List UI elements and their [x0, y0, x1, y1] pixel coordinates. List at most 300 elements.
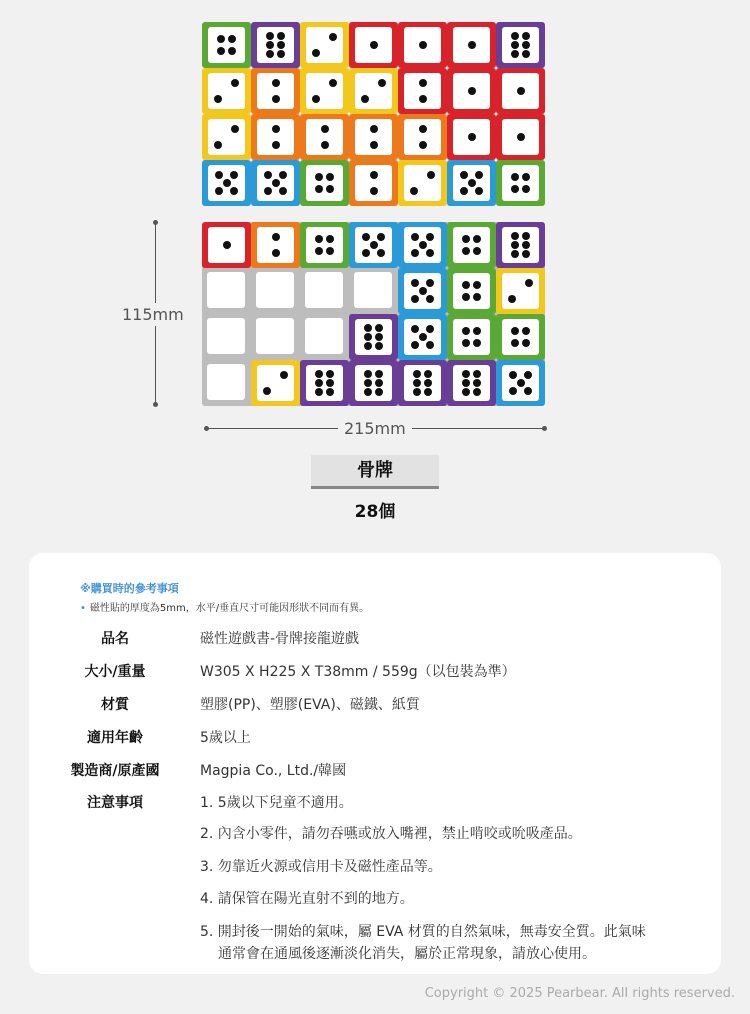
caution-item-4: 4. 請保管在陽光直射不到的地方。: [200, 891, 414, 907]
tile-face: [404, 119, 441, 155]
domino-tile: [300, 222, 349, 268]
pip-dot: [426, 295, 434, 303]
domino-tile: [398, 22, 447, 68]
empty-slot: [349, 268, 398, 314]
pip-dot: [462, 339, 470, 347]
pip-dot: [413, 379, 421, 387]
height-dimension-label: 115mm: [122, 305, 184, 324]
pip-dot: [230, 187, 238, 195]
pip-dot: [473, 235, 481, 243]
pip-dot: [522, 241, 530, 249]
tile-face: [404, 227, 441, 263]
tile-face: [453, 27, 490, 63]
pip-dot: [522, 185, 530, 193]
domino-tile: [202, 160, 251, 206]
domino-tile: [300, 68, 349, 114]
domino-tile: [496, 22, 545, 68]
pip-dot: [511, 241, 519, 249]
pip-dot: [468, 133, 476, 141]
tile-face: [257, 365, 294, 401]
tile-face: [207, 364, 245, 400]
spec-value-maker: Magpia Co., Ltd./韓國: [200, 763, 347, 779]
domino-tile: [496, 68, 545, 114]
pip-dot: [272, 179, 280, 187]
domino-tile: [496, 268, 545, 314]
domino-tile: [251, 114, 300, 160]
domino-tile: [349, 314, 398, 360]
pip-dot: [473, 281, 481, 289]
domino-tile: [447, 114, 496, 160]
pip-dot: [312, 49, 320, 57]
tile-face: [354, 272, 392, 308]
tile-face: [404, 319, 441, 355]
tile-face: [306, 165, 343, 201]
domino-tile: [447, 22, 496, 68]
domino-tile: [398, 314, 447, 360]
tile-face: [502, 227, 539, 263]
spec-label-maker: 製造商/原產國: [70, 763, 160, 779]
tile-face: [208, 227, 245, 263]
pip-dot: [370, 125, 378, 133]
pip-dot: [411, 233, 419, 241]
pip-dot: [460, 171, 468, 179]
pip-dot: [315, 379, 323, 387]
pip-dot: [272, 125, 280, 133]
pip-dot: [473, 327, 481, 335]
pip-dot: [522, 232, 530, 240]
pip-dot: [364, 379, 372, 387]
tile-face: [453, 227, 490, 263]
domino-tile: [349, 68, 398, 114]
pip-dot: [462, 379, 470, 387]
spec-label-name: 品名: [101, 631, 129, 647]
pip-dot: [272, 79, 280, 87]
pip-dot: [411, 279, 419, 287]
tile-face: [305, 272, 343, 308]
pip-dot: [522, 41, 530, 49]
pip-dot: [413, 370, 421, 378]
pip-dot: [377, 249, 385, 257]
pip-dot: [522, 32, 530, 40]
tile-face: [305, 318, 343, 354]
pip-dot: [419, 79, 427, 87]
domino-tile: [447, 360, 496, 406]
empty-slot: [202, 314, 251, 360]
pip-dot: [264, 171, 272, 179]
pip-dot: [312, 95, 320, 103]
domino-tile: [300, 22, 349, 68]
pip-dot: [215, 171, 223, 179]
domino-tile: [398, 160, 447, 206]
pip-dot: [266, 32, 274, 40]
domino-tile: [202, 222, 251, 268]
tile-face: [207, 318, 245, 354]
tile-face: [453, 73, 490, 109]
pip-dot: [228, 35, 236, 43]
pip-dot: [475, 171, 483, 179]
pip-dot: [462, 370, 470, 378]
pip-dot: [375, 333, 383, 341]
pip-dot: [370, 141, 378, 149]
pip-dot: [419, 95, 427, 103]
pip-dot: [473, 339, 481, 347]
pip-dot: [326, 370, 334, 378]
pip-dot: [419, 333, 427, 341]
pip-dot: [315, 247, 323, 255]
pip-dot: [326, 235, 334, 243]
pip-dot: [228, 47, 236, 55]
caution-item-1: 1. 5歲以下兒童不適用。: [200, 795, 353, 811]
pip-dot: [370, 41, 378, 49]
pip-dot: [279, 171, 287, 179]
pip-dot: [511, 32, 519, 40]
domino-tile: [251, 360, 300, 406]
tile-face: [208, 73, 245, 109]
pip-dot: [426, 279, 434, 287]
pip-dot: [413, 388, 421, 396]
pip-dot: [419, 125, 427, 133]
domino-tile: [496, 114, 545, 160]
tile-face: [257, 73, 294, 109]
pip-dot: [426, 325, 434, 333]
pip-dot: [511, 185, 519, 193]
pip-dot: [524, 387, 532, 395]
empty-slot: [300, 268, 349, 314]
pip-dot: [462, 327, 470, 335]
pip-dot: [462, 235, 470, 243]
pip-dot: [522, 327, 530, 335]
pip-dot: [223, 179, 231, 187]
pip-dot: [217, 35, 225, 43]
caution-item-2: 2. 內含小零件，請勿吞嚥或放入嘴裡，禁止啃咬或吮吸產品。: [200, 826, 582, 842]
tile-face: [502, 73, 539, 109]
spec-label-cautions: 注意事項: [87, 795, 143, 811]
pip-dot: [217, 47, 225, 55]
pip-dot: [272, 249, 280, 257]
pip-dot: [473, 247, 481, 255]
empty-slot: [202, 360, 251, 406]
pip-dot: [462, 247, 470, 255]
tile-face: [208, 27, 245, 63]
empty-slot: [202, 268, 251, 314]
pip-dot: [468, 41, 476, 49]
pip-dot: [272, 233, 280, 241]
domino-tile: [496, 314, 545, 360]
pip-dot: [329, 33, 337, 41]
pip-dot: [315, 388, 323, 396]
pip-dot: [326, 379, 334, 387]
tile-face: [306, 73, 343, 109]
tile-face: [404, 27, 441, 63]
domino-tile: [447, 160, 496, 206]
pip-dot: [362, 249, 370, 257]
pip-dot: [223, 241, 231, 249]
spec-value-size: W305 X H225 X T38mm / 559g（以包裝為準）: [200, 664, 516, 680]
pip-dot: [509, 371, 517, 379]
pip-dot: [419, 141, 427, 149]
pip-dot: [263, 387, 271, 395]
domino-tile: [496, 160, 545, 206]
pip-dot: [326, 247, 334, 255]
pip-dot: [370, 187, 378, 195]
pip-dot: [364, 342, 372, 350]
domino-tile: [202, 68, 251, 114]
pip-dot: [410, 187, 418, 195]
domino-tile: [202, 22, 251, 68]
pip-dot: [462, 281, 470, 289]
caution-item-3: 3. 勿靠近火源或信用卡及磁性產品等。: [200, 859, 442, 875]
tile-face: [257, 227, 294, 263]
domino-tile: [398, 114, 447, 160]
pip-dot: [329, 79, 337, 87]
tile-face: [404, 73, 441, 109]
domino-tile: [349, 360, 398, 406]
tile-face: [306, 119, 343, 155]
tile-face: [502, 27, 539, 63]
pip-dot: [411, 341, 419, 349]
pip-dot: [277, 41, 285, 49]
pip-dot: [411, 325, 419, 333]
domino-tile: [447, 68, 496, 114]
pip-dot: [370, 241, 378, 249]
pip-dot: [231, 125, 239, 133]
pip-dot: [321, 125, 329, 133]
domino-tile: [398, 222, 447, 268]
spec-value-age: 5歲以上: [200, 730, 251, 746]
pip-dot: [215, 187, 223, 195]
pip-dot: [321, 141, 329, 149]
domino-tile: [300, 160, 349, 206]
pip-dot: [266, 41, 274, 49]
tile-face: [502, 273, 539, 309]
pip-dot: [426, 249, 434, 257]
domino-tile: [447, 314, 496, 360]
pip-dot: [214, 95, 222, 103]
domino-tile: [447, 268, 496, 314]
pip-dot: [277, 50, 285, 58]
pip-dot: [411, 249, 419, 257]
tile-face: [355, 365, 392, 401]
tile-face: [355, 27, 392, 63]
tile-face: [404, 273, 441, 309]
tile-face: [208, 119, 245, 155]
domino-tile: [496, 360, 545, 406]
domino-tile: [349, 22, 398, 68]
empty-slot: [251, 314, 300, 360]
domino-tile: [251, 68, 300, 114]
pip-dot: [522, 50, 530, 58]
pip-dot: [361, 95, 369, 103]
tile-face: [207, 272, 245, 308]
pip-dot: [326, 185, 334, 193]
domino-tile: [398, 360, 447, 406]
domino-tray-filled: [202, 22, 545, 206]
tile-face: [257, 119, 294, 155]
pip-dot: [326, 173, 334, 181]
domino-tile: [496, 222, 545, 268]
pip-dot: [473, 370, 481, 378]
pip-dot: [375, 370, 383, 378]
pip-dot: [315, 185, 323, 193]
domino-tile: [300, 360, 349, 406]
pip-dot: [375, 379, 383, 387]
tile-face: [306, 365, 343, 401]
caution-item-5: 5. 開封後一開始的氣味，屬 EVA 材質的自然氣味，無毒安全質。此氣味: [200, 924, 646, 940]
pip-dot: [511, 232, 519, 240]
tile-face: [453, 365, 490, 401]
pip-dot: [460, 187, 468, 195]
tile-face: [404, 165, 441, 201]
pip-dot: [522, 173, 530, 181]
pip-dot: [326, 388, 334, 396]
pip-dot: [272, 141, 280, 149]
spec-value-material: 塑膠(PP)、塑膠(EVA)、磁鐵、紙質: [200, 697, 420, 713]
pip-dot: [419, 241, 427, 249]
domino-tile: [251, 22, 300, 68]
pip-dot: [362, 233, 370, 241]
tile-face: [502, 365, 539, 401]
pip-dot: [272, 95, 280, 103]
tile-face: [502, 119, 539, 155]
domino-tile: [349, 114, 398, 160]
pip-dot: [511, 173, 519, 181]
pip-dot: [426, 233, 434, 241]
pip-dot: [462, 388, 470, 396]
bullet-icon: •: [80, 603, 86, 614]
spec-label-material: 材質: [101, 697, 129, 713]
pip-dot: [424, 379, 432, 387]
pip-dot: [370, 171, 378, 179]
spec-label-size: 大小/重量: [84, 664, 146, 680]
caution-item-5-cont: 通常會在通風後逐漸淡化消失，屬於正常現象，請放心使用。: [218, 946, 596, 962]
pip-dot: [264, 187, 272, 195]
pip-dot: [377, 233, 385, 241]
notice-line: [80, 599, 369, 614]
product-name: 骨牌: [311, 455, 439, 489]
pip-dot: [277, 32, 285, 40]
pip-dot: [511, 50, 519, 58]
spec-value-name: 磁性遊戲書-骨牌接龍遊戲: [200, 631, 360, 647]
width-dimension-label: 215mm: [338, 419, 412, 438]
pip-dot: [375, 342, 383, 350]
pip-dot: [375, 388, 383, 396]
tile-face: [453, 273, 490, 309]
pip-dot: [231, 79, 239, 87]
pip-dot: [517, 133, 525, 141]
notice-title: ※購買時的參考事項: [80, 582, 179, 595]
spec-label-age: 適用年齡: [87, 730, 143, 746]
tile-face: [355, 73, 392, 109]
pip-dot: [468, 179, 476, 187]
domino-tile: [251, 222, 300, 268]
pip-dot: [525, 279, 533, 287]
pip-dot: [230, 171, 238, 179]
domino-tile: [398, 68, 447, 114]
pip-dot: [511, 41, 519, 49]
empty-slot: [251, 268, 300, 314]
pip-dot: [473, 388, 481, 396]
pip-dot: [280, 371, 288, 379]
tile-face: [355, 227, 392, 263]
pip-dot: [424, 388, 432, 396]
pip-dot: [511, 339, 519, 347]
pip-dot: [411, 295, 419, 303]
pip-dot: [315, 370, 323, 378]
pip-dot: [364, 388, 372, 396]
tile-face: [257, 165, 294, 201]
copyright: Copyright © 2025 Pearbear. All rights reserved.: [424, 986, 735, 1001]
pip-dot: [462, 293, 470, 301]
pip-dot: [468, 87, 476, 95]
pip-dot: [315, 173, 323, 181]
tile-face: [257, 27, 294, 63]
pip-dot: [509, 387, 517, 395]
tile-face: [208, 165, 245, 201]
tile-face: [306, 27, 343, 63]
domino-tile: [398, 268, 447, 314]
domino-tile: [349, 160, 398, 206]
pip-dot: [473, 293, 481, 301]
pip-dot: [517, 379, 525, 387]
pip-dot: [279, 187, 287, 195]
pip-dot: [522, 339, 530, 347]
domino-tile: [349, 222, 398, 268]
tile-face: [355, 319, 392, 355]
pip-dot: [266, 50, 274, 58]
pip-dot: [524, 371, 532, 379]
pip-dot: [364, 333, 372, 341]
tile-face: [404, 365, 441, 401]
domino-tray-partial: [202, 222, 545, 406]
tile-face: [453, 319, 490, 355]
tile-face: [453, 119, 490, 155]
tile-face: [256, 272, 294, 308]
pip-dot: [424, 370, 432, 378]
pip-dot: [419, 287, 427, 295]
pip-dot: [375, 324, 383, 332]
pip-dot: [522, 250, 530, 258]
tile-face: [355, 165, 392, 201]
pip-dot: [214, 141, 222, 149]
tile-face: [453, 165, 490, 201]
pip-dot: [517, 87, 525, 95]
tile-face: [306, 227, 343, 263]
pip-dot: [378, 79, 386, 87]
pip-dot: [473, 379, 481, 387]
domino-tile: [447, 222, 496, 268]
domino-tile: [202, 114, 251, 160]
domino-tile: [300, 114, 349, 160]
empty-slot: [300, 314, 349, 360]
pip-dot: [508, 295, 516, 303]
pip-dot: [315, 235, 323, 243]
tile-face: [502, 165, 539, 201]
pip-dot: [364, 324, 372, 332]
pip-dot: [426, 341, 434, 349]
pip-dot: [511, 327, 519, 335]
tile-face: [502, 319, 539, 355]
pip-dot: [419, 41, 427, 49]
notice-text: 磁性貼的厚度為5mm，水平/垂直尺寸可能因形狀不同而有異。: [89, 603, 370, 614]
pip-dot: [427, 171, 435, 179]
pip-dot: [511, 250, 519, 258]
tile-face: [256, 318, 294, 354]
pip-dot: [364, 370, 372, 378]
pip-dot: [475, 187, 483, 195]
tile-face: [355, 119, 392, 155]
domino-tile: [251, 160, 300, 206]
product-count: 28個: [354, 502, 396, 522]
